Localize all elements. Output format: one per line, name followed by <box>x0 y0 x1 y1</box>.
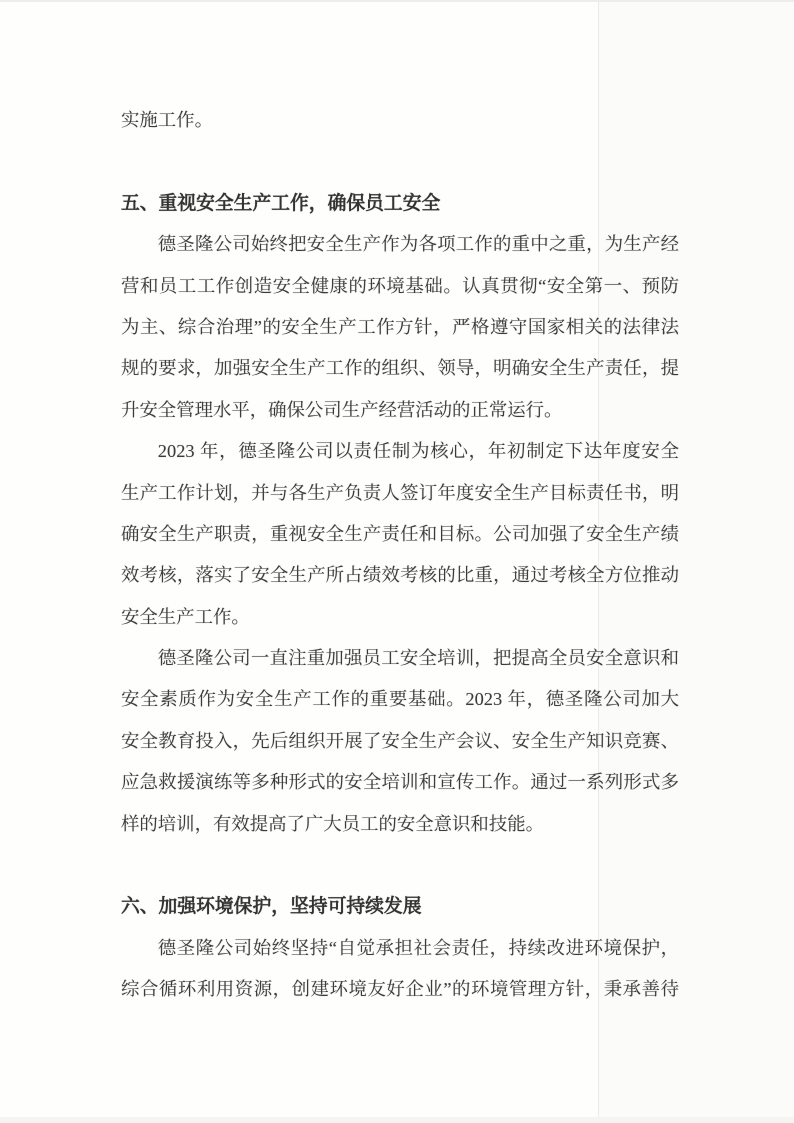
text-line: 营和员工工作创造安全健康的环境基础。认真贯彻“安全第一、预防 <box>121 275 679 296</box>
text-line: 应急救援演练等多种形式的安全培训和宣传工作。通过一系列形式多 <box>121 772 679 793</box>
text-line: 安全教育投入，先后组织开展了安全生产会议、安全生产知识竞赛、 <box>121 730 679 751</box>
text-line: 综合循环利用资源，创建环境友好企业”的环境管理方针，秉承善待 <box>121 979 679 1000</box>
text-line: 规的要求，加强安全生产工作的组织、领导，明确安全生产责任，提 <box>121 358 679 379</box>
text-line: 德圣隆公司一直注重加强员工安全培训，把提高全员安全意识和 <box>157 648 679 669</box>
section-heading: 六、加强环境保护，坚持可持续发展 <box>121 896 422 918</box>
blank-line <box>121 141 679 182</box>
text-line: 生产工作计划，并与各生产负责人签订年度安全生产目标责任书，明 <box>121 482 679 503</box>
blank-line <box>121 845 679 886</box>
text-line: 实施工作。 <box>121 110 213 130</box>
text-line: 2023 年，德圣隆公司以责任制为核心，年初制定下达年度安全 <box>157 441 679 462</box>
text-line: 安全生产工作。 <box>121 606 250 627</box>
text-line: 德圣隆公司始终坚持“自觉承担社会责任，持续改进环境保护， <box>157 937 679 958</box>
text-block <box>121 100 679 1011</box>
scan-top-edge <box>0 0 794 2</box>
text-line: 确安全生产职责，重视安全生产责任和目标。公司加强了安全生产绩 <box>121 523 679 544</box>
text-line: 为主、综合治理”的安全生产工作方针，严格遵守国家相关的法律法 <box>121 316 679 337</box>
scan-bottom-edge <box>0 1117 794 1123</box>
text-line: 效考核，落实了安全生产所占绩效考核的比重，通过考核全方位推动 <box>121 565 679 586</box>
text-line: 样的培训，有效提高了广大员工的安全意识和技能。 <box>121 813 544 834</box>
section-heading: 五、重视安全生产工作，确保员工安全 <box>121 192 441 214</box>
text-line: 升安全管理水平，确保公司生产经营活动的正常运行。 <box>121 399 563 420</box>
text-line: 德圣隆公司始终把安全生产作为各项工作的重中之重，为生产经 <box>157 234 679 255</box>
text-line: 安全素质作为安全生产工作的重要基础。2023 年，德圣隆公司加大 <box>121 689 679 710</box>
